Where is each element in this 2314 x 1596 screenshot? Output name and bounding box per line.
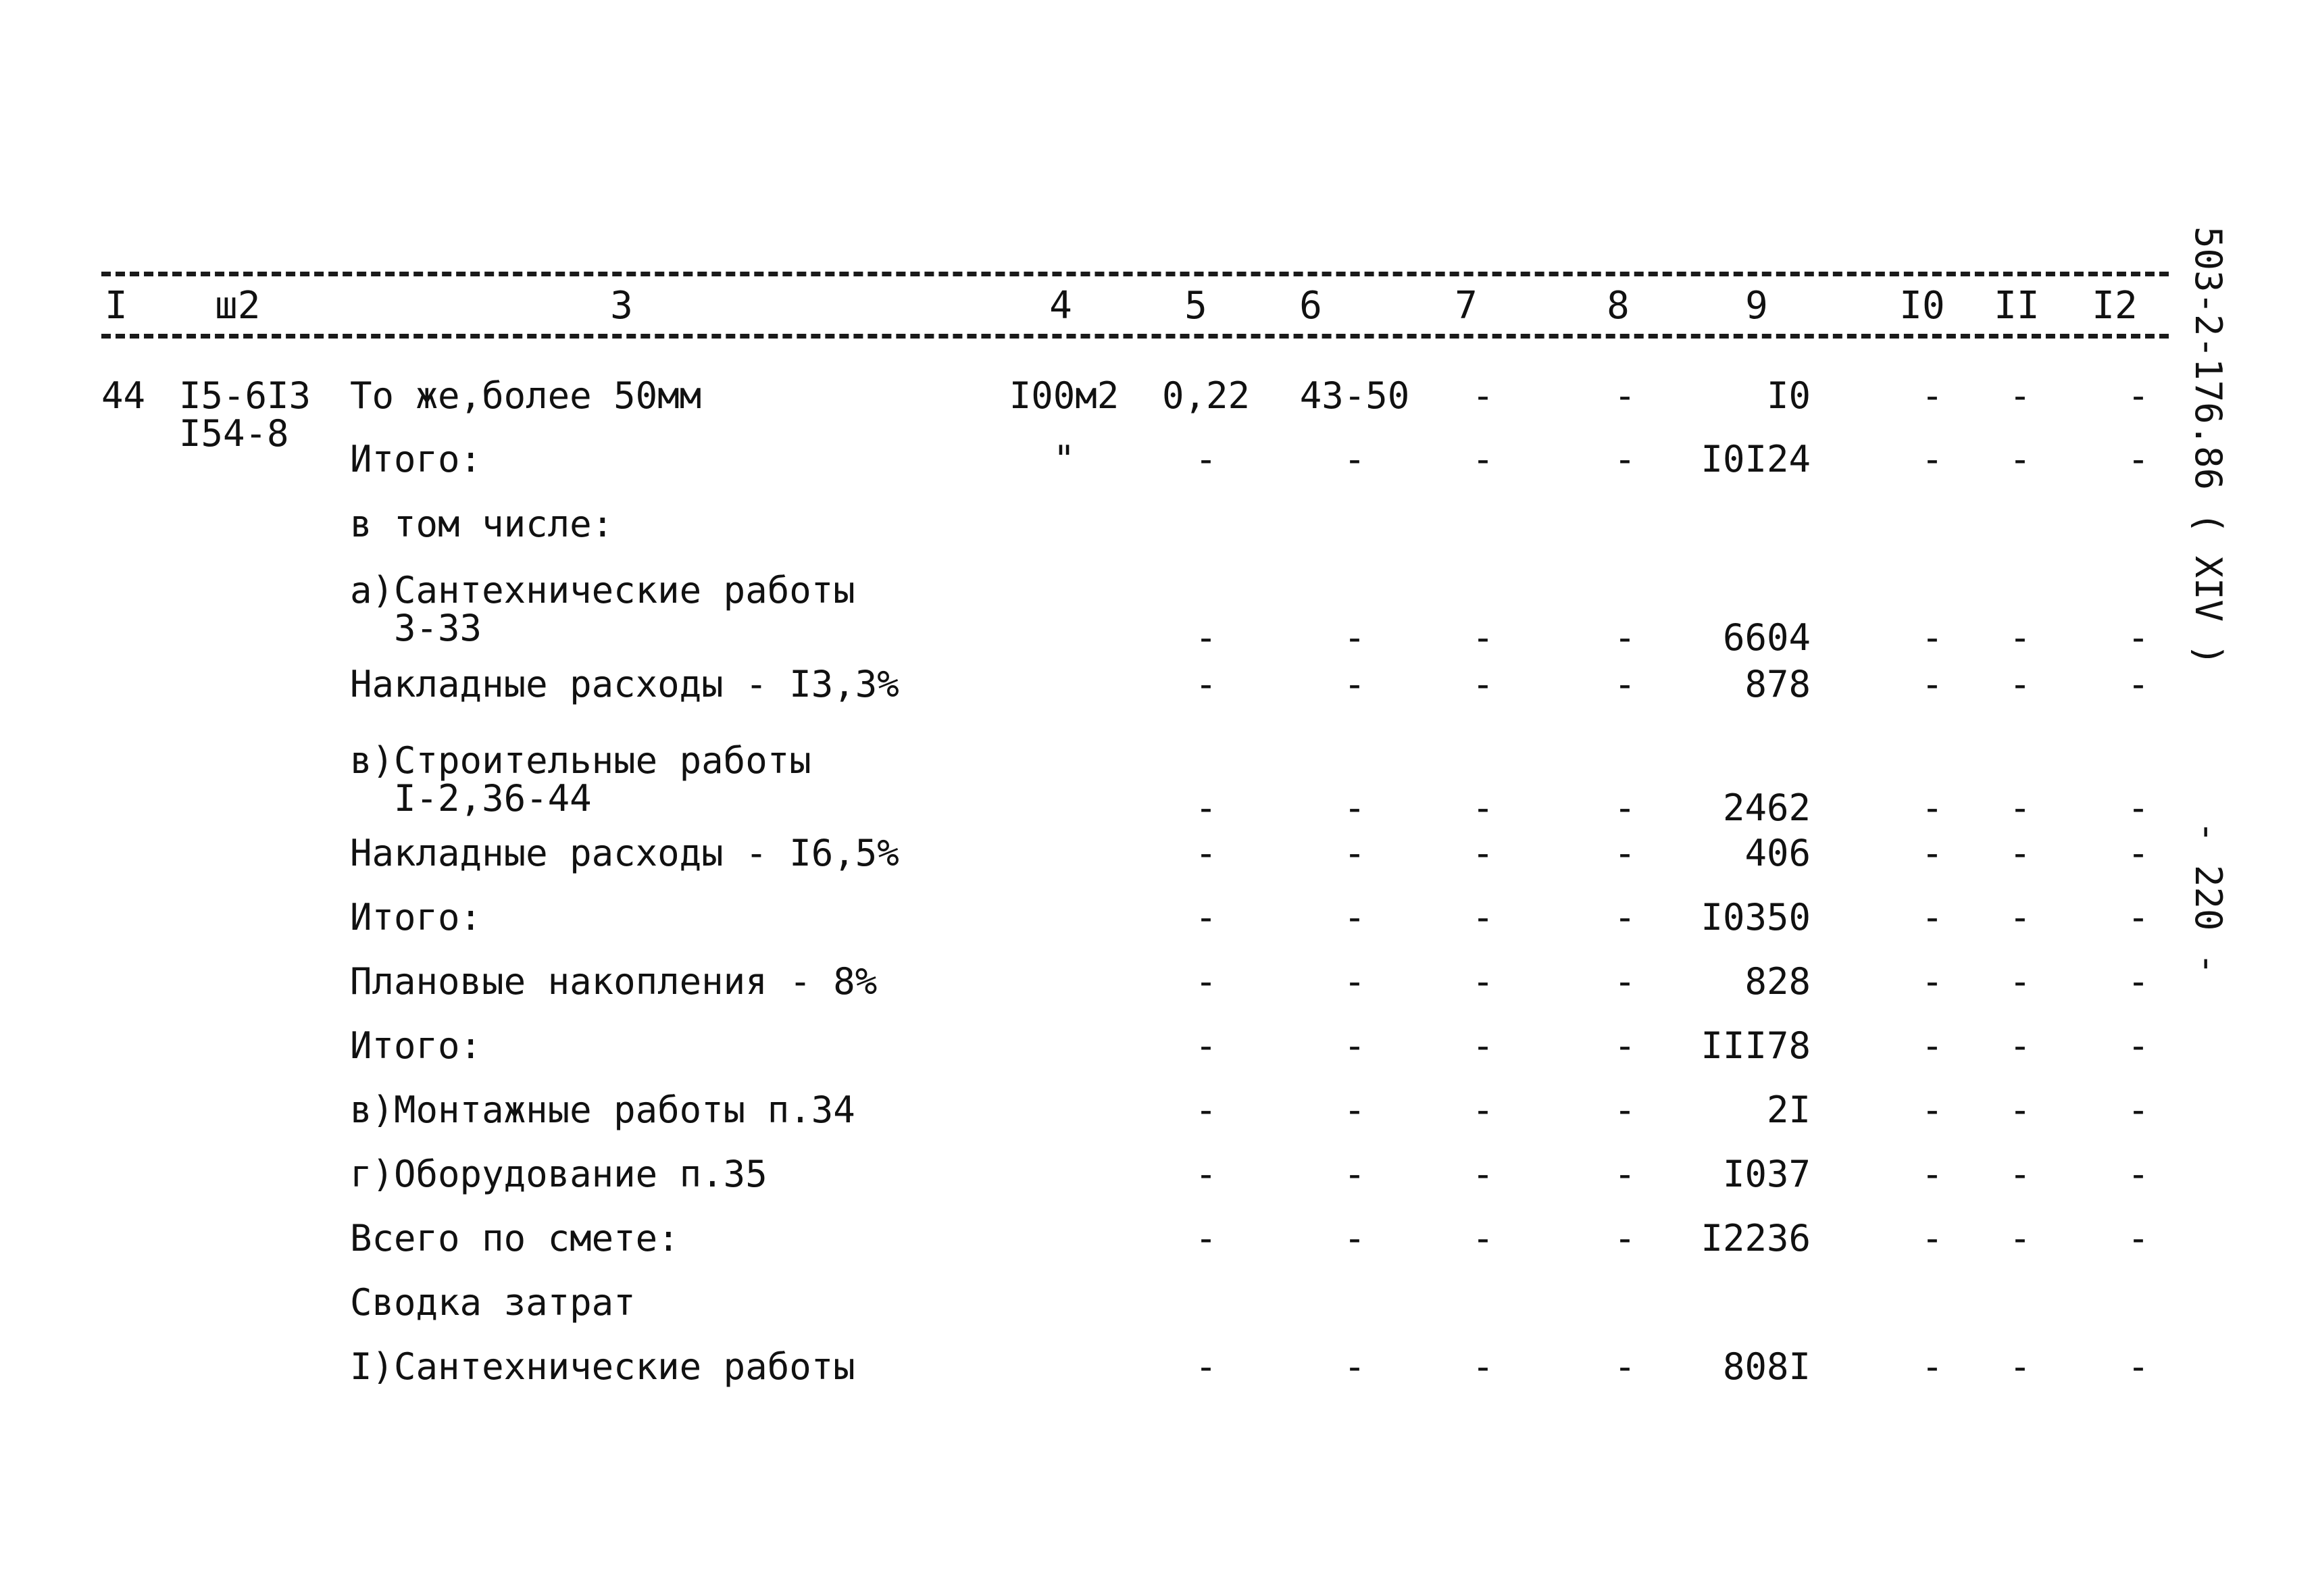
row-1-code: I5-6I3 I54-8 xyxy=(179,374,311,455)
row-6-c7: - xyxy=(1472,787,1494,829)
row-13-c12: - xyxy=(2127,1217,2150,1260)
row-1-c6: 43-50 xyxy=(1299,374,1410,417)
row-13-c10: - xyxy=(1921,1217,1944,1260)
row-1-c9: I0 xyxy=(1766,374,1811,417)
row-12-c7: - xyxy=(1472,1153,1494,1195)
header-col-7: 7 xyxy=(1455,284,1478,328)
row-10-c11: - xyxy=(2009,1024,2032,1067)
row-4-c5: - xyxy=(1194,616,1217,659)
row-6-desc: в)Строительные работы I-2,36-44 xyxy=(350,739,811,820)
row-15-c11: - xyxy=(2009,1345,2032,1388)
row-15-c10: - xyxy=(1921,1345,1944,1388)
row-4-c6: - xyxy=(1343,616,1366,659)
row-8-desc: Итого: xyxy=(350,896,482,939)
row-13-c9: I2236 xyxy=(1701,1217,1811,1260)
side-page-number: - 220 - xyxy=(2187,821,2230,975)
row-4-c11: - xyxy=(2009,616,2032,659)
row-9-c12: - xyxy=(2127,960,2150,1003)
header-top-rule xyxy=(101,272,2169,276)
row-15-c7: - xyxy=(1472,1345,1494,1388)
header-col-8: 8 xyxy=(1607,284,1630,328)
row-2-c7: - xyxy=(1472,438,1494,480)
row-7-c10: - xyxy=(1921,832,1944,874)
row-2-c12: - xyxy=(2127,438,2150,480)
header-col-6: 6 xyxy=(1299,284,1322,328)
row-7-c7: - xyxy=(1472,832,1494,874)
row-4-c12: - xyxy=(2127,616,2150,659)
row-12-c10: - xyxy=(1921,1153,1944,1195)
row-10-c8: - xyxy=(1613,1024,1636,1067)
row-11-c8: - xyxy=(1613,1089,1636,1131)
row-4-c7: - xyxy=(1472,616,1494,659)
row-15-desc: I)Сантехнические работы xyxy=(350,1345,855,1388)
row-5-desc: Накладные расходы - I3,3% xyxy=(350,663,899,705)
row-15-c9: 808I xyxy=(1722,1345,1811,1388)
header-col-9: 9 xyxy=(1745,284,1768,328)
header-col-12: I2 xyxy=(2092,284,2138,328)
row-13-desc: Всего по смете: xyxy=(350,1217,680,1260)
row-9-c11: - xyxy=(2009,960,2032,1003)
row-12-c8: - xyxy=(1613,1153,1636,1195)
row-7-c5: - xyxy=(1194,832,1217,874)
side-document-code: 503-2-176.86 ( XIV ) xyxy=(2187,226,2230,666)
row-1-c10: - xyxy=(1921,374,1944,417)
row-6-c6: - xyxy=(1343,787,1366,829)
row-8-c12: - xyxy=(2127,896,2150,939)
row-10-c12: - xyxy=(2127,1024,2150,1067)
row-3-desc: в том числе: xyxy=(350,503,614,545)
row-7-desc: Накладные расходы - I6,5% xyxy=(350,832,899,874)
row-6-c10: - xyxy=(1921,787,1944,829)
row-8-c5: - xyxy=(1194,896,1217,939)
row-9-c9: 828 xyxy=(1744,960,1811,1003)
row-15-c8: - xyxy=(1613,1345,1636,1388)
row-1-num: 44 xyxy=(101,374,146,417)
row-13-c6: - xyxy=(1343,1217,1366,1260)
row-15-c5: - xyxy=(1194,1345,1217,1388)
row-9-c8: - xyxy=(1613,960,1636,1003)
row-6-c11: - xyxy=(2009,787,2032,829)
header-col-4: 4 xyxy=(1049,284,1072,328)
row-13-c8: - xyxy=(1613,1217,1636,1260)
row-8-c10: - xyxy=(1921,896,1944,939)
header-bottom-rule xyxy=(101,334,2169,339)
row-11-c6: - xyxy=(1343,1089,1366,1131)
row-5-c9: 878 xyxy=(1744,663,1811,705)
row-5-c11: - xyxy=(2009,663,2032,705)
row-15-c12: - xyxy=(2127,1345,2150,1388)
row-2-c5: - xyxy=(1194,438,1217,480)
row-12-c9: I037 xyxy=(1722,1153,1811,1195)
row-5-c12: - xyxy=(2127,663,2150,705)
row-1-unit: I00м2 xyxy=(1009,374,1120,417)
row-4-c10: - xyxy=(1921,616,1944,659)
row-8-c8: - xyxy=(1613,896,1636,939)
row-11-c5: - xyxy=(1194,1089,1217,1131)
row-11-c10: - xyxy=(1921,1089,1944,1131)
row-9-c7: - xyxy=(1472,960,1494,1003)
row-12-c11: - xyxy=(2009,1153,2032,1195)
header-col-3: 3 xyxy=(610,284,633,328)
row-5-c8: - xyxy=(1613,663,1636,705)
row-11-c7: - xyxy=(1472,1089,1494,1131)
row-13-c5: - xyxy=(1194,1217,1217,1260)
row-8-c6: - xyxy=(1343,896,1366,939)
header-col-11: II xyxy=(1994,284,2040,328)
row-7-c8: - xyxy=(1613,832,1636,874)
row-6-c9: 2462 xyxy=(1722,787,1811,829)
row-8-c7: - xyxy=(1472,896,1494,939)
row-1-c12: - xyxy=(2127,374,2150,417)
row-15-c6: - xyxy=(1343,1345,1366,1388)
row-7-c11: - xyxy=(2009,832,2032,874)
row-11-c11: - xyxy=(2009,1089,2032,1131)
row-1-desc: То же,более 50мм xyxy=(350,374,702,417)
row-4-c8: - xyxy=(1613,616,1636,659)
header-col-1: I xyxy=(105,284,128,328)
row-12-c12: - xyxy=(2127,1153,2150,1195)
row-10-c5: - xyxy=(1194,1024,1217,1067)
row-6-c8: - xyxy=(1613,787,1636,829)
row-6-c12: - xyxy=(2127,787,2150,829)
row-5-c5: - xyxy=(1194,663,1217,705)
row-9-c5: - xyxy=(1194,960,1217,1003)
row-11-c12: - xyxy=(2127,1089,2150,1131)
row-1-c8: - xyxy=(1613,374,1636,417)
row-2-c11: - xyxy=(2009,438,2032,480)
row-5-c6: - xyxy=(1343,663,1366,705)
header-col-2: ш2 xyxy=(215,284,261,328)
row-11-c9: 2I xyxy=(1766,1089,1811,1131)
row-11-desc: в)Монтажные работы п.34 xyxy=(350,1089,855,1131)
row-4-c9: 6604 xyxy=(1722,616,1811,659)
row-2-c8: - xyxy=(1613,438,1636,480)
row-12-c6: - xyxy=(1343,1153,1366,1195)
row-10-desc: Итого: xyxy=(350,1024,482,1067)
header-col-5: 5 xyxy=(1184,284,1207,328)
row-14-desc: Сводка затрат xyxy=(350,1281,636,1324)
row-2-c6: - xyxy=(1343,438,1366,480)
row-10-c6: - xyxy=(1343,1024,1366,1067)
row-7-c9: 406 xyxy=(1744,832,1811,874)
row-1-c5: 0,22 xyxy=(1161,374,1251,417)
row-12-c5: - xyxy=(1194,1153,1217,1195)
row-9-desc: Плановые накопления - 8% xyxy=(350,960,878,1003)
row-12-desc: г)Оборудование п.35 xyxy=(350,1153,768,1195)
row-8-c9: I0350 xyxy=(1701,896,1811,939)
row-7-c12: - xyxy=(2127,832,2150,874)
row-10-c9: III78 xyxy=(1701,1024,1811,1067)
row-5-c10: - xyxy=(1921,663,1944,705)
row-1-c11: - xyxy=(2009,374,2032,417)
row-2-c10: - xyxy=(1921,438,1944,480)
header-col-10: I0 xyxy=(1899,284,1945,328)
row-6-c5: - xyxy=(1194,787,1217,829)
row-2-desc: Итого: xyxy=(350,438,482,480)
row-2-unit: " xyxy=(1053,438,1076,480)
row-13-c7: - xyxy=(1472,1217,1494,1260)
row-9-c6: - xyxy=(1343,960,1366,1003)
row-8-c11: - xyxy=(2009,896,2032,939)
row-5-c7: - xyxy=(1472,663,1494,705)
row-7-c6: - xyxy=(1343,832,1366,874)
row-4-desc: а)Сантехнические работы 3-33 xyxy=(350,569,855,649)
row-10-c7: - xyxy=(1472,1024,1494,1067)
row-1-c7: - xyxy=(1472,374,1494,417)
row-10-c10: - xyxy=(1921,1024,1944,1067)
row-2-c9: I0I24 xyxy=(1701,438,1811,480)
row-9-c10: - xyxy=(1921,960,1944,1003)
row-13-c11: - xyxy=(2009,1217,2032,1260)
